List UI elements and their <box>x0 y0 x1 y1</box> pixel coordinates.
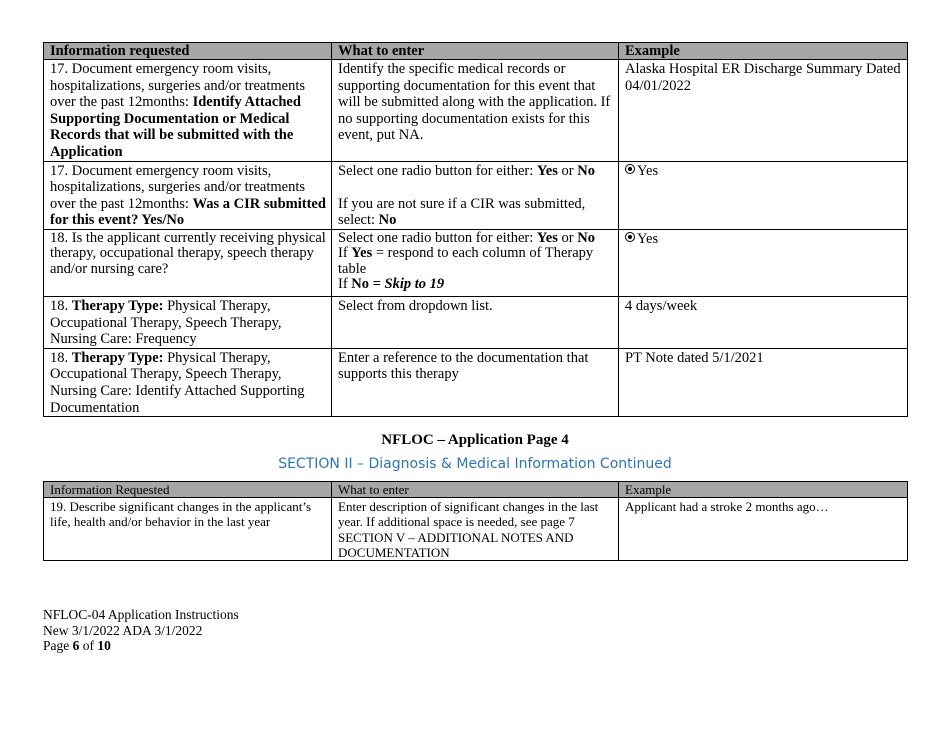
radio-selected-icon <box>625 164 635 174</box>
info-cell: 19. Describe significant changes in the applicant’s life, health and/or behavior in the last year <box>44 498 332 561</box>
radio-selected-icon <box>625 232 635 242</box>
table-row <box>44 498 908 561</box>
table-row <box>44 229 908 296</box>
example-cell: Alaska Hospital ER Discharge Summary Dated 04/01/2022 <box>619 60 908 162</box>
page-heading: NFLOC – Application Page 4 <box>381 432 569 448</box>
table-header-row <box>44 482 908 498</box>
table-row <box>44 161 908 229</box>
section-ii-table <box>43 481 908 561</box>
header-what-to-enter: What to enter <box>332 43 619 60</box>
table-header-row <box>44 43 908 60</box>
info-cell: 18. Therapy Type: Physical Therapy, Occupational Therapy, Speech Therapy, Nursing Care: Identify Attached Supporting Documentation <box>44 348 332 416</box>
what-cell: Identify the specific medical records or supporting documentation for this event that will be submitted along with the application. If no supporting documentation exists for this event, put NA. <box>332 60 619 162</box>
info-cell: 18. Is the applicant currently receiving physical therapy, occupational therapy, speech therapy and/or nursing care? <box>44 229 332 296</box>
footer-form-name: NFLOC-04 Application Instructions <box>43 607 239 622</box>
example-cell: PT Note dated 5/1/2021 <box>619 348 908 416</box>
header-information-requested: Information requested <box>44 43 332 60</box>
footer-revision: New 3/1/2022 ADA 3/1/2022 <box>43 622 203 638</box>
what-cell: Enter description of significant changes in the last year. If additional space is needed, see page 7 SECTION V – ADDITIONAL NOTES AND DOCUMENTATION <box>332 498 619 561</box>
info-cell: 18. Therapy Type: Physical Therapy, Occupational Therapy, Speech Therapy, Nursing Care: Frequency <box>44 296 332 348</box>
example-cell: Yes <box>619 161 908 229</box>
table-row <box>44 60 908 162</box>
what-cell: Select one radio button for either: Yes or No If Yes = respond to each column of Therapy table If No = Skip to 19 <box>332 229 619 296</box>
header-what-to-enter: What to enter <box>332 482 619 498</box>
header-example: Example <box>619 482 908 498</box>
section-heading: SECTION II – Diagnosis & Medical Information Continued <box>278 456 672 472</box>
instructions-table <box>43 42 908 417</box>
table-row <box>44 348 908 416</box>
example-cell: Yes <box>619 229 908 296</box>
example-cell: 4 days/week <box>619 296 908 348</box>
page-number: Page 6 of 10 <box>43 638 111 653</box>
page-footer <box>43 607 239 654</box>
what-cell: Select one radio button for either: Yes or No If you are not sure if a CIR was submitted, select: No <box>332 161 619 229</box>
example-cell: Applicant had a stroke 2 months ago… <box>619 498 908 561</box>
what-cell: Enter a reference to the documentation that supports this therapy <box>332 348 619 416</box>
header-information-requested: Information Requested <box>44 482 332 498</box>
what-cell: Select from dropdown list. <box>332 296 619 348</box>
info-cell: 17. Document emergency room visits, hospitalizations, surgeries and/or treatments over the past 12months: Was a CIR submitted for this event? Yes/No <box>44 161 332 229</box>
header-example: Example <box>619 43 908 60</box>
table-row <box>44 296 908 348</box>
info-cell: 17. Document emergency room visits, hospitalizations, surgeries and/or treatments over the past 12months: Identify Attached Supporting Documentation or Medical Records that will be submitted with the Application <box>44 60 332 162</box>
